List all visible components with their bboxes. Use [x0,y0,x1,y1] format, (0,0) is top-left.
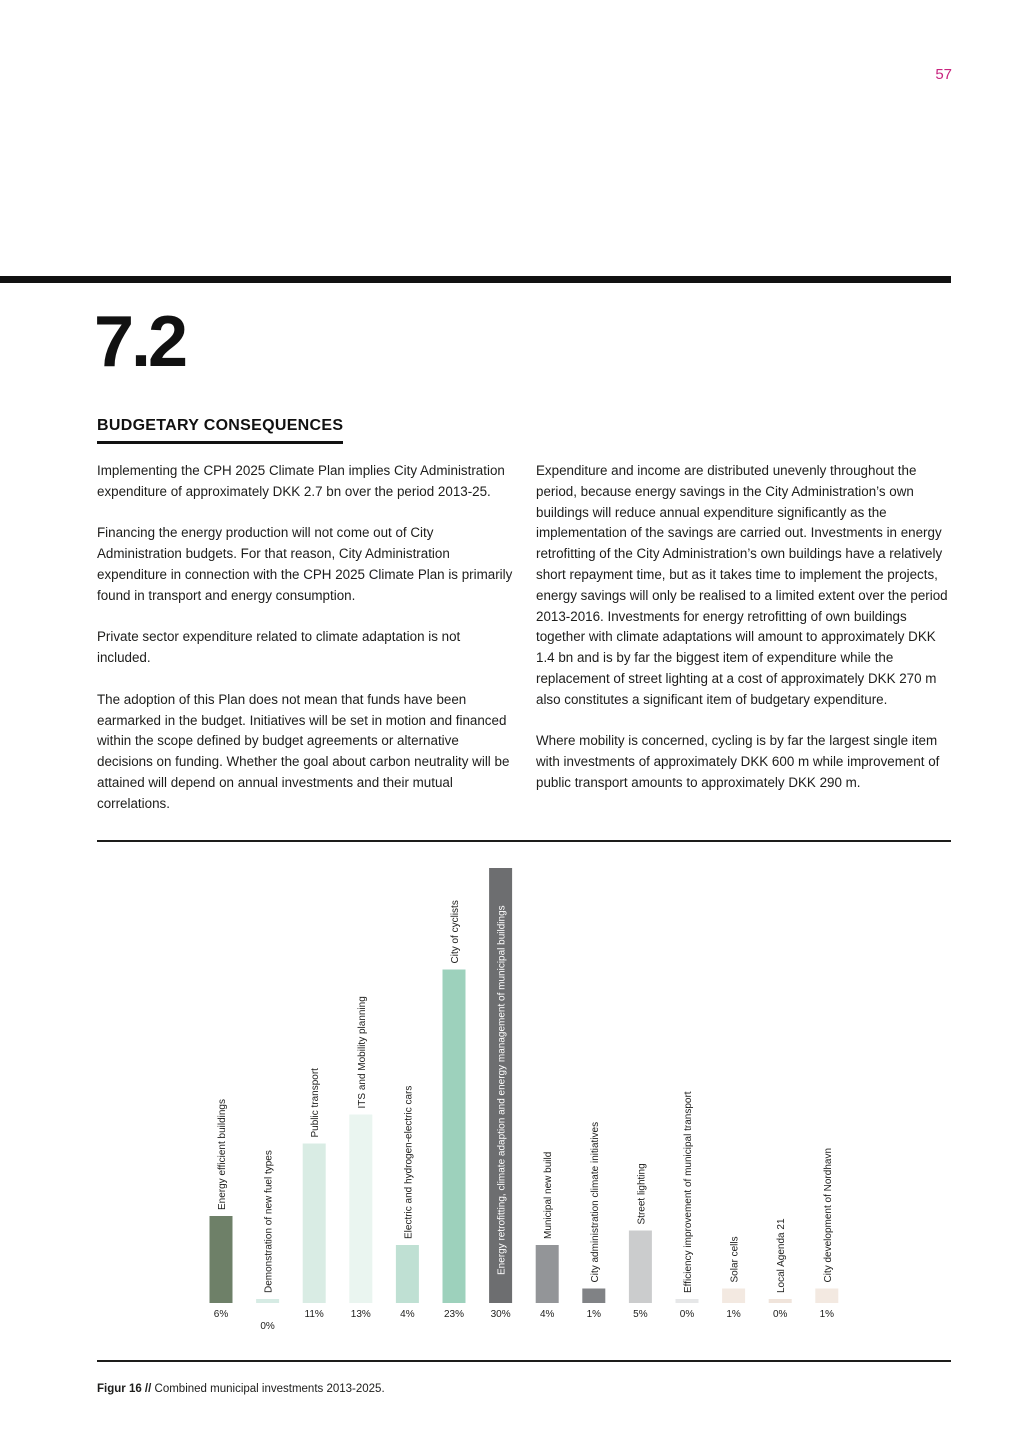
bar-0 [210,1216,233,1303]
category-label-9: Street lighting [636,1163,648,1225]
value-label-4: 4% [400,1309,415,1320]
value-label-5: 23% [443,1309,465,1320]
bar-12 [769,1299,792,1303]
bar-8 [582,1289,605,1304]
category-label-13: City development of Nordhavn [822,1147,834,1283]
value-label-8: 1% [586,1309,602,1320]
section-title: BUDGETARY CONSEQUENCES [97,416,343,444]
bar-1 [256,1299,279,1303]
bar-9 [629,1231,652,1304]
category-label-8: City administration climate initiatives [589,1121,601,1283]
paragraph: Implementing the CPH 2025 Climate Plan implies City Administration expenditure of approximately DKK 2.7 bn over the period 2013-25. [97,463,505,499]
value-label-0: 6% [213,1309,229,1320]
value-label-2: 11% [304,1309,324,1320]
section-number: 7.2 [94,302,186,382]
value-label-10: 0% [679,1309,695,1320]
paragraph: Expenditure and income are distributed unevenly throughout the period, because energy savings in the City Administration’s own buildings will reduce annual expenditure significantly as the implementation of the savings are carried out. Investments in energy retrofitting of the City Administration’s own buildings have a relatively short repayment time, but as it takes time to implement the projects, energy savings will only be realised to a limited extent over the period 2013-2016. Investments for energy retrofitting of own buildings together with climate adaptations will amount to approximately DKK 1.4 bn and is by far the biggest item of expenditure while the replacement of street lighting at a cost of approximately DKK 270 m also constitutes a significant item of budgetary expenditure. [536,463,948,707]
paragraph: The adoption of this Plan does not mean that funds have been earmarked in the budget. Initiatives will be set in motion and financed within the scope defined by budget agreements or alternative decisions on funding. Whether the goal about carbon neutrality will be attained will depend on annual investments and their mutual correlations. [97,691,510,811]
category-label-10: Efficiency improvement of municipal transport [683,1091,694,1293]
bar-13 [815,1289,838,1304]
paragraph: Where mobility is concerned, cycling is by far the largest single item with investments of approximately DKK 600 m while improvement of public transport amounts to approximately DKK 290 m. [536,733,940,790]
value-label-13: 1% [819,1309,835,1320]
bar-10 [676,1299,699,1303]
chart-bottom-rule [97,1360,951,1362]
bar-7 [536,1245,559,1303]
figure-caption-text: Combined municipal investments 2013-2025. [151,1383,385,1395]
value-label-12: 0% [772,1309,788,1320]
category-label-5: City of cyclists [450,900,461,964]
page-number: 57 [935,66,952,83]
value-label-1: 0% [260,1321,275,1332]
category-label-2: Public transport [310,1068,322,1138]
figure-caption-label: Figur 16 // [97,1383,152,1395]
value-label-7: 4% [539,1309,555,1320]
bar-4 [396,1245,419,1303]
bar-3 [349,1115,372,1304]
bar-2 [303,1144,326,1304]
figure-caption [97,1383,385,1395]
category-label-7: Municipal new build [543,1151,555,1239]
value-label-3: 13% [350,1309,371,1320]
category-label-12: Local Agenda 21 [776,1218,788,1293]
value-label-11: 1% [726,1309,741,1320]
category-label-1: Demonstration of new fuel types [263,1150,275,1293]
value-label-6: 30% [490,1309,511,1320]
category-label-3: ITS and Mobility planning [356,996,368,1109]
paragraph: Private sector expenditure related to climate adaptation is not included. [97,629,461,666]
paragraph: Financing the energy production will not come out of City Administration budgets. For that reason, City Administration expenditure in connection with the CPH 2025 Climate Plan is primarily found in transport and energy consumption. [97,525,513,603]
bar-5 [443,970,466,1304]
category-label-0: Energy efficient buildings [217,1099,228,1210]
value-label-9: 5% [633,1309,648,1320]
category-label-6: Energy retrofitting, climate adaption and energy management of municipal buildings [496,905,508,1275]
bar-11 [722,1289,745,1304]
category-label-4: Electric and hydrogen-electric cars [403,1085,415,1239]
category-label-11: Solar cells [729,1236,741,1283]
